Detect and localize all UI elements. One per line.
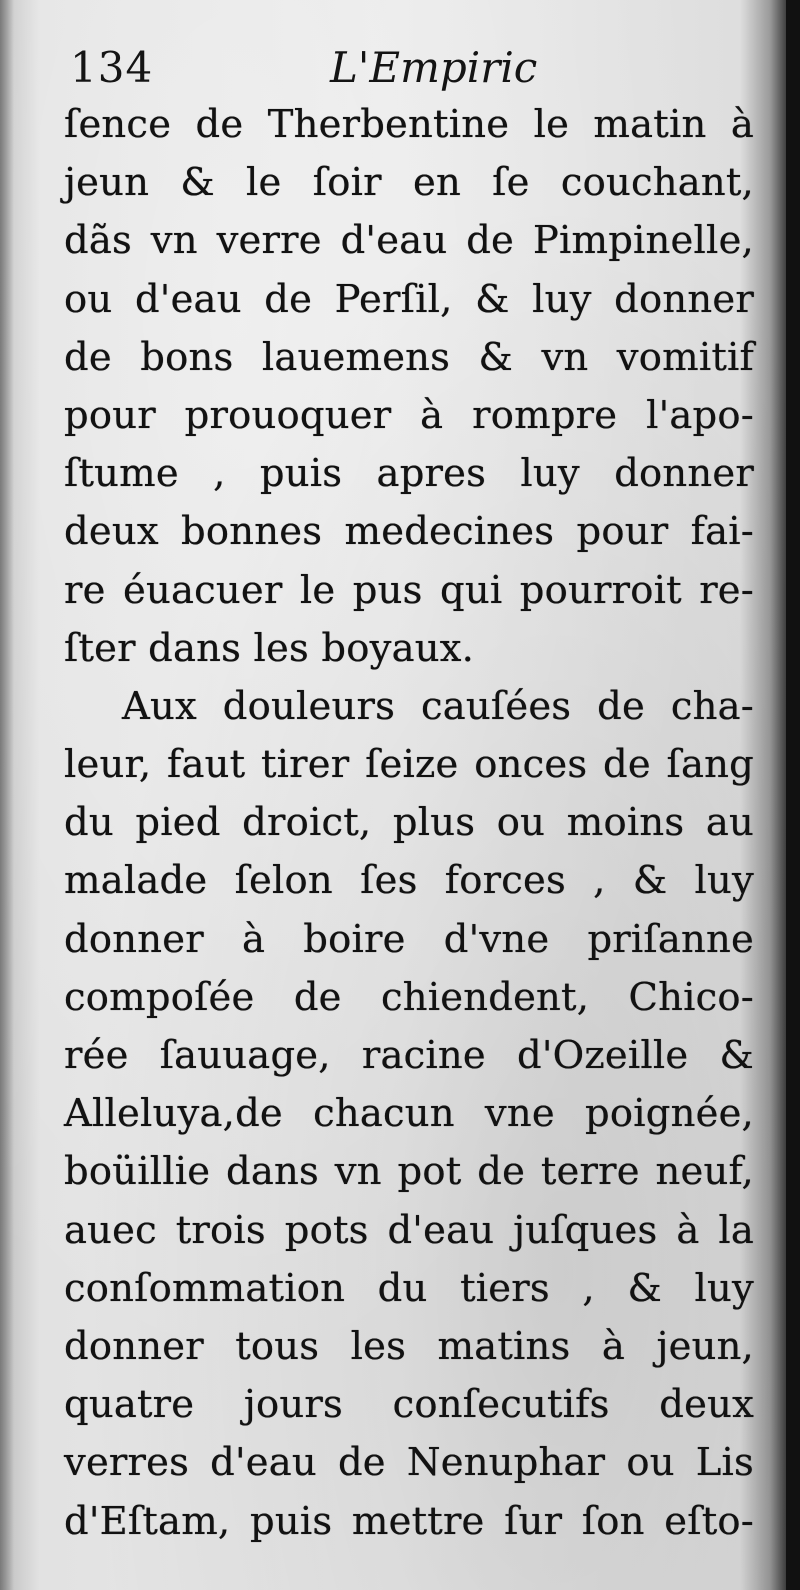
text-line: dãs vn verre d'eau de Pimpinelle, — [64, 218, 754, 264]
text-line: jeun & le ſoir en ſe couchant, — [64, 160, 754, 206]
text-line: verres d'eau de Nenuphar ou Lis — [64, 1440, 754, 1486]
text-line: d'Eſtam, puis mettre ſur ſon eſto- — [64, 1498, 754, 1544]
text-line: leur, faut tirer ſeize onces de ſang — [64, 742, 754, 788]
text-line: malade ſelon ſes forces , & luy — [64, 858, 754, 904]
body-text — [64, 96, 754, 1551]
text-line: Alleluya,de chacun vne poignée, — [64, 1091, 754, 1137]
text-line: boüillie dans vn pot de terre neuf, — [64, 1149, 754, 1195]
text-line: conſommation du tiers , & luy — [64, 1265, 754, 1311]
text-line: rée ſauuage, racine d'Ozeille & — [64, 1033, 754, 1078]
text-line: ſter dans les boyaux. — [64, 625, 475, 671]
text-line: pour prouoquer à rompre l'apo- — [64, 392, 754, 438]
page-edge — [786, 0, 800, 1590]
text-line: re éuacuer le pus qui pourroit re- — [64, 567, 754, 613]
text-line: deux bonnes medecines pour fai- — [64, 509, 754, 555]
text-line: donner à boire d'vne priſanne — [64, 916, 754, 962]
gutter-shadow — [0, 0, 14, 1590]
running-head — [70, 38, 750, 98]
running-title: L'Empiric — [330, 43, 538, 92]
text-line: donner tous les matins à jeun, — [64, 1323, 754, 1369]
text-line: ſtume , puis apres luy donner — [64, 451, 754, 497]
paragraph-first-line: Aux douleurs cauſées de cha- — [122, 683, 754, 729]
text-line: ou d'eau de Perſil, & luy donner — [64, 276, 754, 322]
text-line: de bons lauemens & vn vomitif — [64, 334, 754, 380]
text-line: auec trois pots d'eau juſques à la — [64, 1207, 754, 1253]
page-number: 134 — [70, 43, 154, 92]
text-line: du pied droict, plus ou moins au — [64, 800, 754, 846]
text-line: ſence de Therbentine le matin à — [64, 102, 754, 147]
text-line: compoſée de chiendent, Chico- — [64, 974, 754, 1020]
text-line: quatre jours conſecutifs deux — [64, 1382, 754, 1428]
